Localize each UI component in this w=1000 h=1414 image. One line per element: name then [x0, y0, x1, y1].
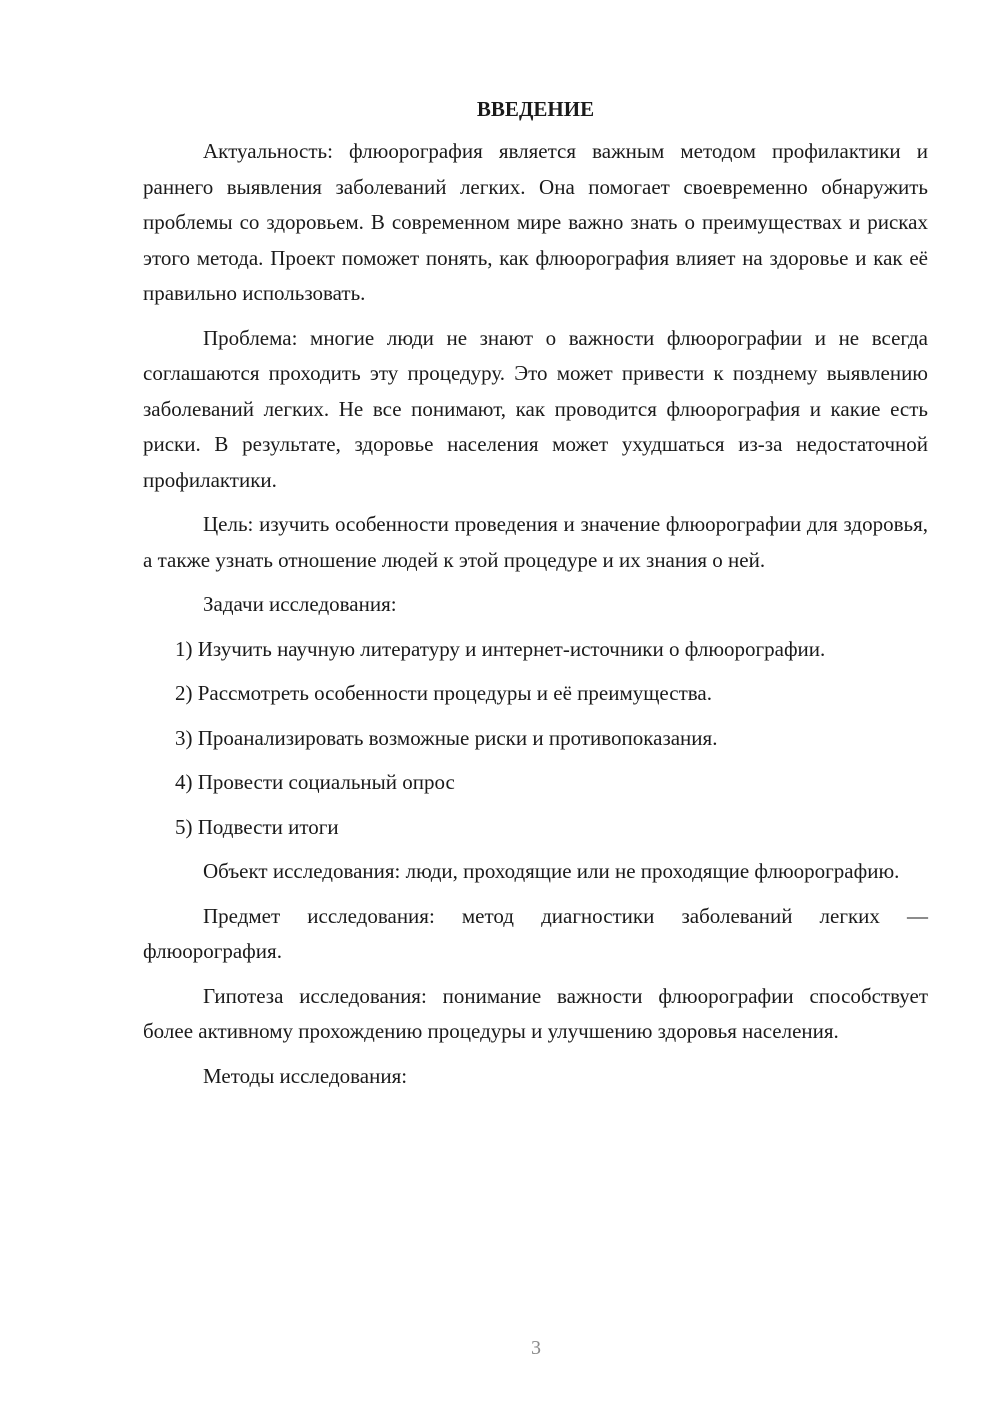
- page-number: 3: [531, 1337, 541, 1359]
- task-item-3: 3) Проанализировать возможные риски и противопоказания.: [175, 725, 718, 750]
- task-item-4: 4) Провести социальный опрос: [175, 770, 455, 794]
- task-item-1: 1) Изучить научную литературу и интернет-источники о флюорографии.: [175, 636, 826, 661]
- object-paragraph: Объект исследования: люди, проходящие или не проходящие флюорографию.: [203, 859, 900, 883]
- task-item-2: 2) Рассмотреть особенности процедуры и её преимущества.: [175, 681, 712, 705]
- subject-paragraph: Предмет исследования: метод диагностики заболеваний легких — флюорография.: [143, 903, 928, 963]
- page-content: [143, 92, 928, 1103]
- hypothesis-paragraph: Гипотеза исследования: понимание важности флюорографии способствует более активному прохождению процедуры и улучшению здоровья населения.: [143, 983, 928, 1043]
- goal-paragraph: Цель: изучить особенности проведения и значение флюорографии для здоровья, а также узнать отношение людей к этой процедуре и их знания о ней.: [143, 512, 928, 572]
- page-title: ВВЕДЕНИЕ: [476, 97, 595, 121]
- methods-heading: Методы исследования:: [203, 1063, 408, 1088]
- task-item-5: 5) Подвести итоги: [175, 814, 339, 839]
- problem-paragraph: Проблема: многие люди не знают о важности флюорографии и не всегда соглашаются проходить эту процедуру. Это может привести к позднему выявлению заболеваний легких. Не все понимают, как проводится флюорография и какие есть риски. В результате, здоровье населения может ухудшаться из-за недостаточной профилактики.: [143, 325, 928, 492]
- tasks-heading: Задачи исследования:: [203, 592, 397, 616]
- relevance-paragraph: Актуальность: флюорография является важным методом профилактики и раннего выявления заболеваний легких. Она помогает своевременно обнаружить проблемы со здоровьем. В современном мире важно знать о преимуществах и рисках этого метода. Проект поможет понять, как флюорография влияет на здоровье и как её правильно использовать.: [143, 139, 928, 305]
